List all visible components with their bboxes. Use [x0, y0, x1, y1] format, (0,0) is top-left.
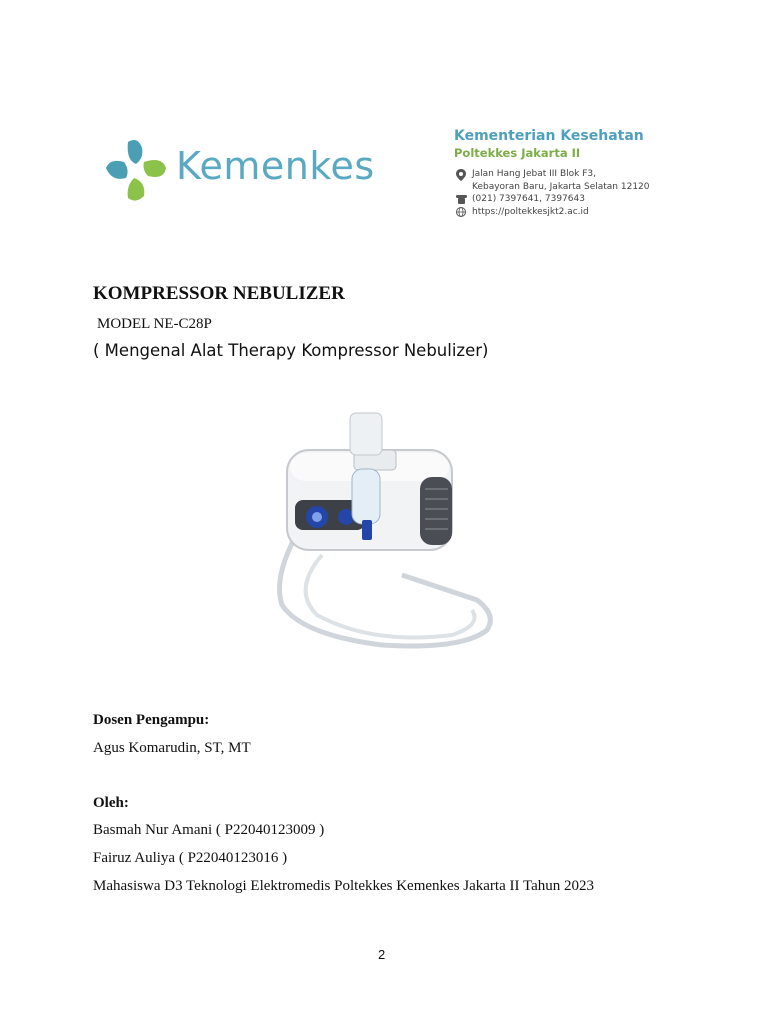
institution-info: [454, 128, 674, 218]
globe-icon: [456, 207, 466, 217]
page-number: 2: [378, 947, 386, 962]
author-line: Fairuz Auliya ( P22040123016 ): [93, 850, 288, 866]
website-row: [454, 206, 674, 219]
author-line: Basmah Nur Amani ( P22040123009 ): [93, 822, 325, 838]
address-line-1: Jalan Hang Jebat III Blok F3,: [472, 169, 596, 179]
document-subtitle: ( Mengenal Alat Therapy Kompressor Nebulizer): [93, 341, 489, 360]
phone-row: [454, 193, 674, 206]
address-row-2: [454, 181, 674, 194]
nebulizer-device-image: [262, 405, 502, 665]
phone-icon: [456, 194, 467, 204]
school-name: Poltekkes Jakarta II: [454, 146, 581, 160]
address-row: [454, 168, 674, 181]
location-icon: [456, 169, 466, 181]
lecturer-label: Dosen Pengampu:: [93, 712, 210, 728]
document-title: KOMPRESSOR NEBULIZER: [93, 283, 345, 304]
lecturer-name: Agus Komarudin, ST, MT: [93, 740, 251, 756]
model-number: MODEL NE-C28P: [97, 316, 212, 332]
program-line: Mahasiswa D3 Teknologi Elektromedis Poltekkes Kemenkes Jakarta II Tahun 2023: [93, 878, 594, 894]
kemenkes-logo: [104, 138, 374, 204]
authors-label: Oleh:: [93, 795, 129, 811]
phone-number: (021) 7397641, 7397643: [472, 194, 585, 204]
kemenkes-logo-mark-icon: [104, 138, 168, 204]
address-line-2: Kebayoran Baru, Jakarta Selatan 12120: [472, 181, 650, 192]
ministry-name: Kementerian Kesehatan: [454, 128, 644, 144]
logo-wordmark: Kemenkes: [176, 144, 375, 188]
website-url: https://poltekkesjkt2.ac.id: [472, 206, 589, 217]
